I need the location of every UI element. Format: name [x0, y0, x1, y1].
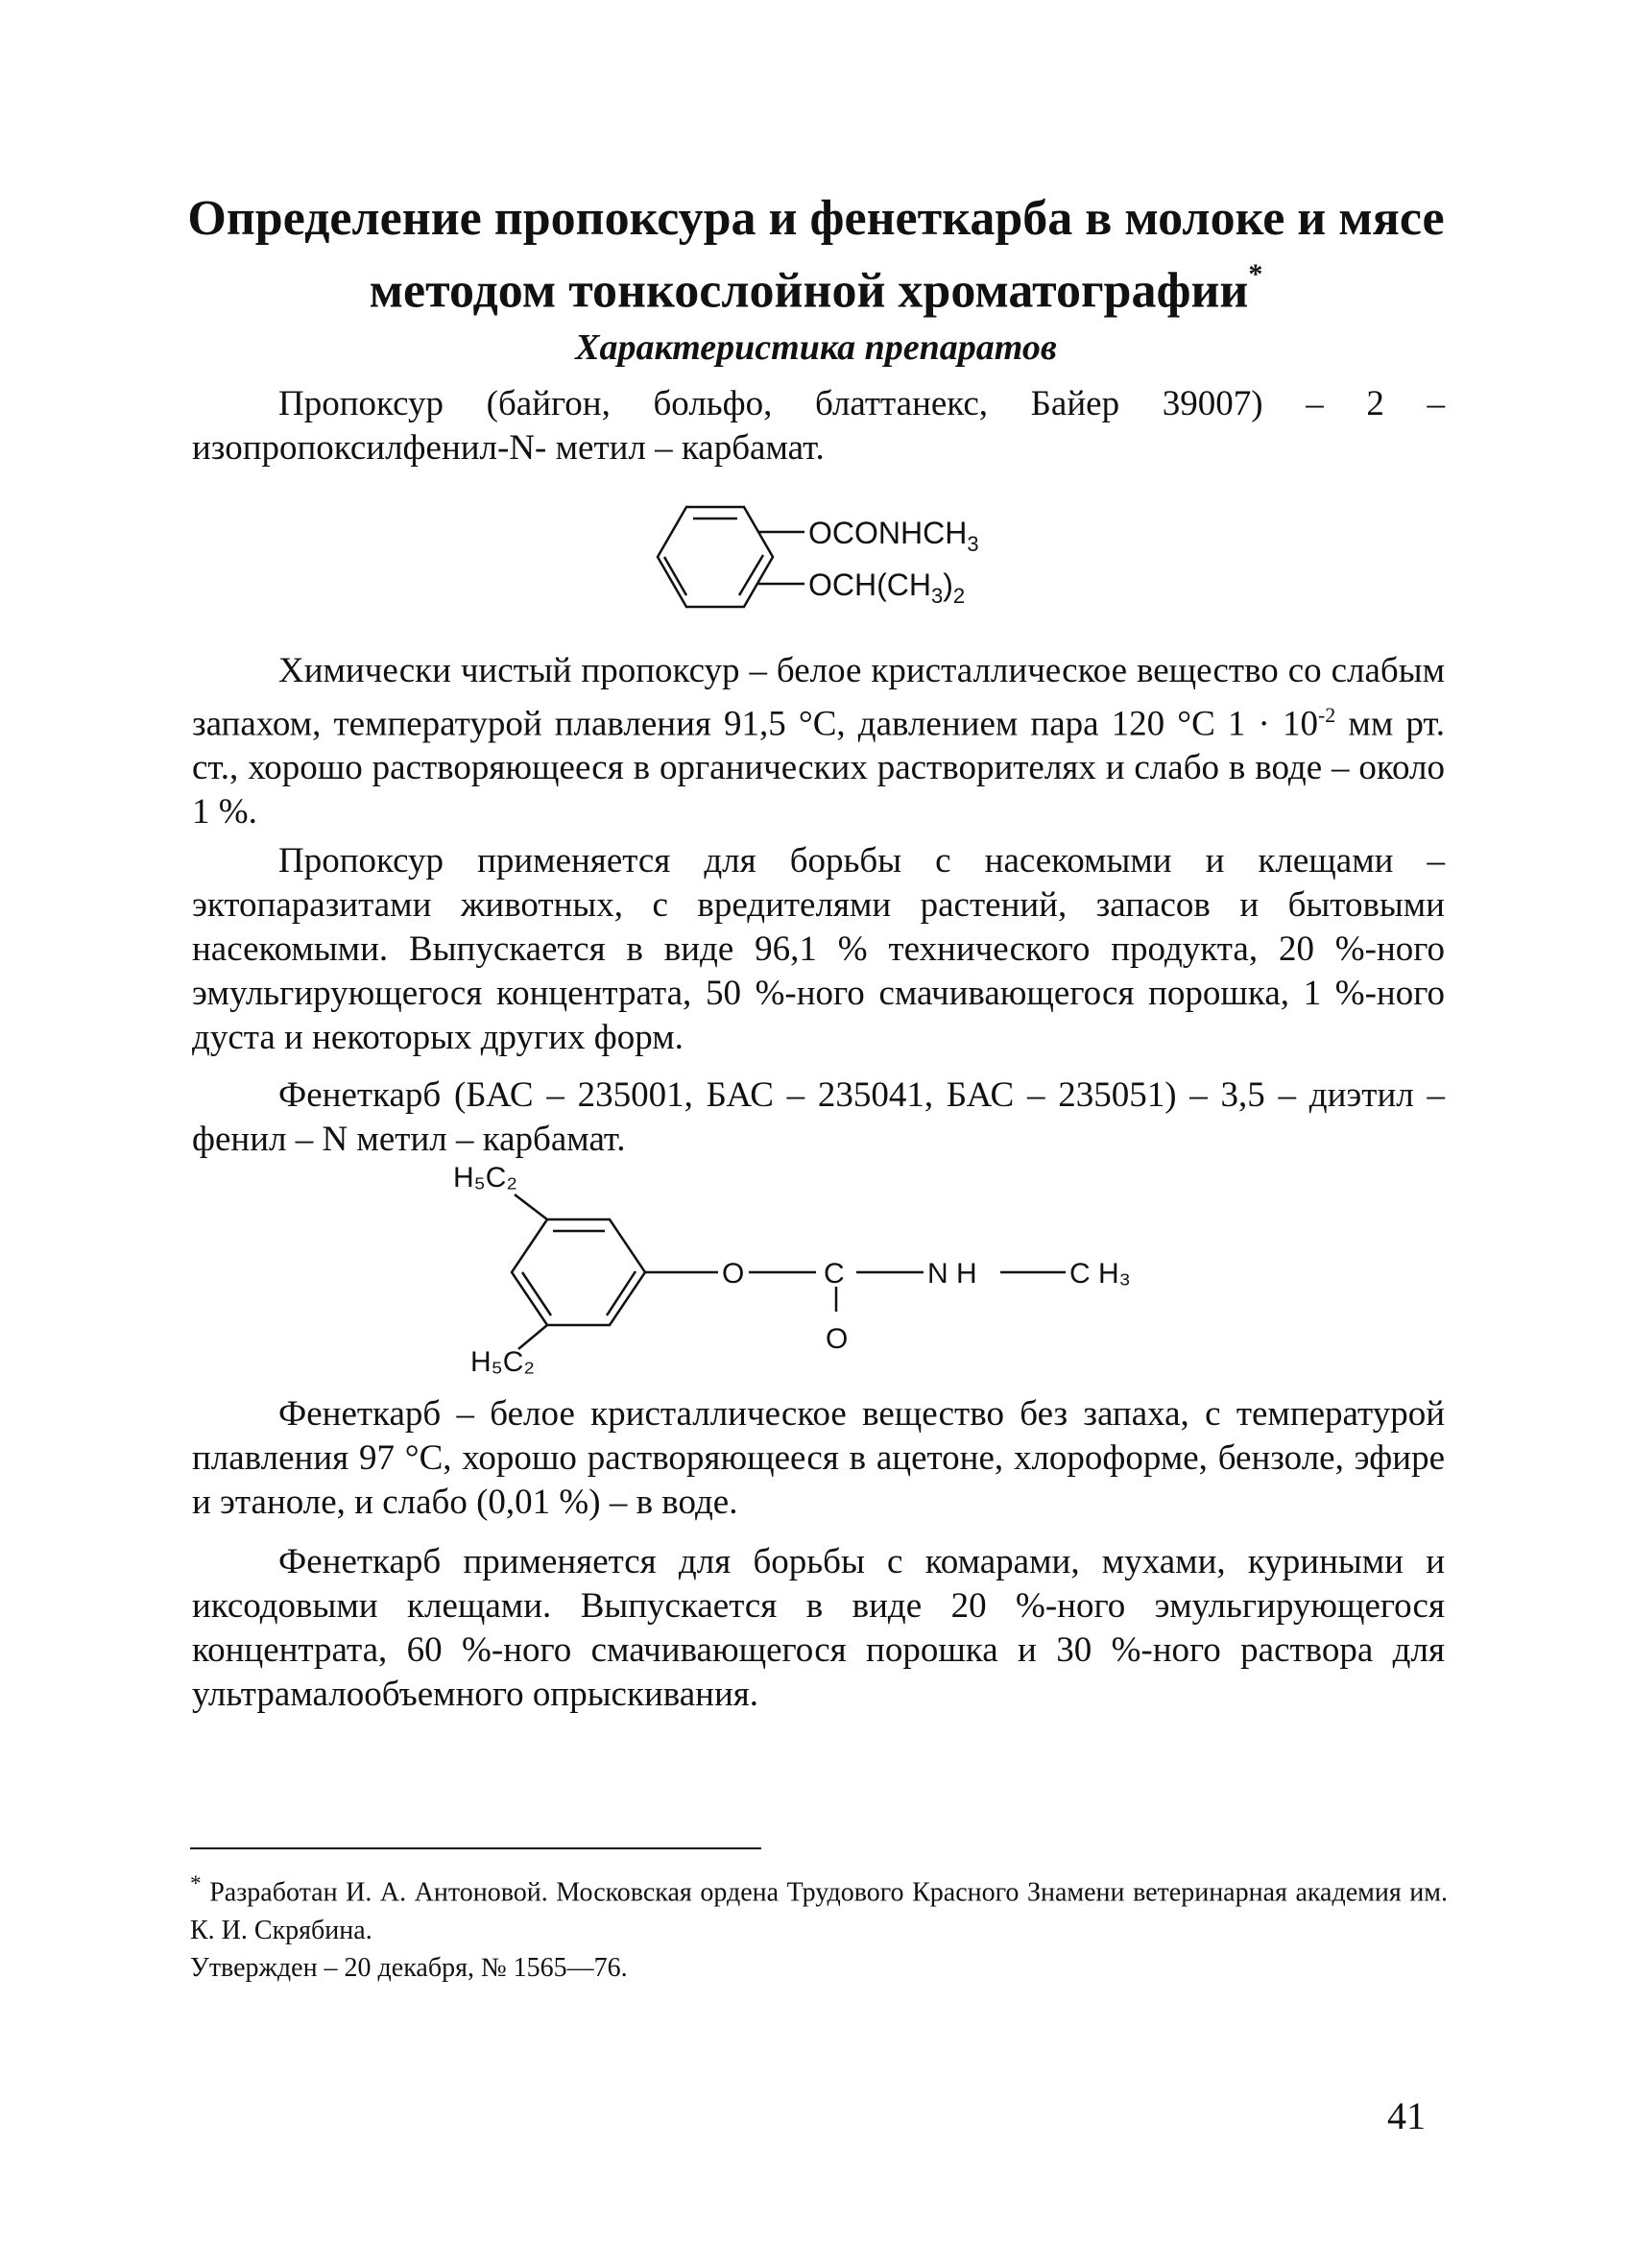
footnote-divider — [190, 1847, 761, 1849]
propoxur-group-2: $OCH(CH_3)_2$ — [808, 567, 966, 608]
methyl-group: C H₃ — [1069, 1258, 1131, 1290]
fenethcarb-structure — [442, 1152, 1200, 1383]
fenethcarb-properties: Фенеткарб – белое кристаллическое вещество без запаха, с температурой плавления 97 °С, хорошо растворяющееся в ацетоне, хлороформе, бензоле, эфире и этаноле, и слабо (0,01 %) – в воде. — [192, 1394, 1445, 1522]
propoxur-structure — [643, 499, 1046, 634]
section-subtitle: Характеристика препаратов — [575, 327, 1057, 368]
propoxur-usage: Пропоксур применяется для борьбы с насекомыми и клещами – эктопаразитами животных, с вредителями растений, запасов и бытовыми насекомыми. Выпускается в виде 96,1 % технического продукта, 20 %-ного эмульгирующегося концентрата, 50 %-ного смачивающегося порошка, 1 %-ного дуста и некоторых других форм. — [192, 841, 1445, 1057]
page-number: 41 — [1387, 2094, 1426, 2137]
fenethcarb-usage: Фенеткарб применяется для борьбы с комарами, мухами, куриными и иксодовыми клещами. Выпускается в виде 20 %-ного эмульгирующегося концентрата, 60 %-ного смачивающегося порошка и 30 %-ного раствора для ультрамалообъемного опрыскивания. — [192, 1542, 1445, 1714]
carbonyl-carbon: C — [824, 1258, 845, 1290]
footnote-approval: Утвержден – 20 декабря, № 1565—76. — [190, 1953, 628, 1983]
fenethcarb-intro: Фенеткарб (БАС – 235001, БАС – 235041, БАС – 235051) – 3,5 – диэтил – фенил – N метил – карбамат. — [192, 1075, 1445, 1159]
propoxur-intro: Пропоксур (байгон, больфо, блаттанекс, Байер 39007) – 2 –изопропоксилфенил-N- метил – карбамат. — [192, 384, 1445, 468]
amine-group: N H — [927, 1258, 977, 1290]
ethyl-top-label: H₅C₂ — [453, 1162, 518, 1194]
ethyl-top-bond — [515, 1194, 547, 1219]
title-footnote-mark: * — [1248, 258, 1263, 290]
propoxur-properties: Химически чистый пропоксур – белое кристаллическое вещество со слабым запахом, температурой плавления 91,5 °С, давлением пара 120 °С $1 \cdot 10^{-2}$ мм рт. ст., хорошо растворяющееся в органических растворителях и слабо в воде – около 1 %. — [192, 651, 1445, 832]
title-line-1: Определение пропоксура и фенеткарба в молоке и мясе — [187, 191, 1445, 246]
footnote-mark: * — [190, 1871, 202, 1896]
title-line-2: методом тонкослойной хроматографии* — [369, 258, 1263, 319]
benzene-ring — [658, 507, 804, 607]
footnote-author: * Разработан И. А. Антоновой. Московская ордена Трудового Красного Знамени ветеринарная академия им. К. И. Скрябина. — [190, 1871, 1448, 1946]
carbonyl-oxygen: O — [826, 1323, 849, 1355]
benzene-ring — [512, 1194, 1066, 1349]
page-title — [144, 188, 1488, 322]
propoxur-group-1: $OCONHCH_3$ — [808, 516, 979, 556]
ethyl-bottom-label: H₅C₂ — [470, 1346, 536, 1378]
exponent: -2 — [1317, 703, 1336, 727]
ester-oxygen: O — [722, 1258, 745, 1290]
